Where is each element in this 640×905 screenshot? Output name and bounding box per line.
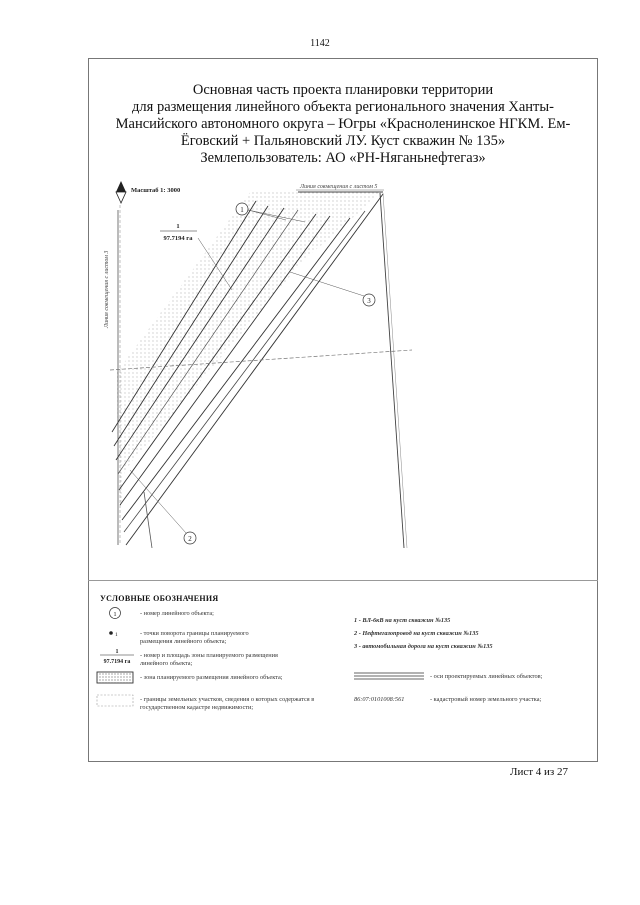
legend-cadastral-example: 86:07:0101008:561 (354, 696, 405, 703)
object-marker-3-label: 3 (367, 297, 371, 305)
legend-zone-swatch (97, 672, 133, 683)
right-boundary-line (383, 193, 407, 548)
title-line: Мансийского автономного округа – Югры «Красноленинское НГКМ. Ем- (115, 116, 571, 132)
legend-axis-symbol (354, 671, 424, 681)
sheet-footer: Лист 4 из 27 (510, 766, 569, 778)
title-line: Ёговский + Пальяновский ЛУ. Куст скважин № 135» (180, 133, 506, 149)
planning-map (96, 176, 416, 551)
leader-line (290, 272, 364, 296)
legend-sample-area: 97.7194 га (103, 659, 131, 665)
legend-object-3: 3 - автомобильная дорога на куст скважин №135 (354, 643, 493, 650)
legend-symbols (96, 592, 138, 722)
document-title (88, 82, 598, 167)
map-legend (96, 592, 596, 722)
page-number: 1142 (310, 38, 330, 49)
zone-label-area: 97.7194 га (163, 235, 193, 242)
legend-cadastral-swatch (97, 695, 133, 706)
right-boundary-line (380, 193, 404, 548)
legend-axis-label: - оси проектируемых линейных объектов; (430, 673, 543, 680)
legend-point-icon (109, 631, 113, 635)
corridor-line (116, 208, 284, 460)
map-scale-label: Масштаб 1: 3000 (131, 187, 181, 194)
legend-point-num: 1 (115, 632, 118, 638)
zone-label-num: 1 (176, 223, 180, 230)
legend-item-object-number: - номер линейного объекта; (140, 610, 214, 617)
legend-object-1: 1 - ВЛ-6кВ на куст скважин №135 (354, 617, 451, 624)
legend-item-zone: - зона планируемого размещения линейного объекта; (140, 674, 283, 681)
match-line-left-label: Линия совмещения с листом 3 (104, 250, 110, 328)
legend-item-turn-points: - точки поворота границы планируемого размещения линейного объекта; (140, 630, 249, 645)
title-line: для размещения линейного объекта регионального значения Ханты- (132, 99, 554, 115)
match-line-top-label: Линия совмещения с листом 5 (300, 184, 378, 190)
legend-marker-num: 1 (113, 611, 117, 618)
legend-sample-num: 1 (115, 649, 119, 655)
north-arrow-icon (116, 181, 126, 203)
legend-item-zone-label: - номер и площадь зоны планируемого размещения линейного объекта; (140, 652, 278, 667)
legend-cadastral-label: - кадастровый номер земельного участка; (430, 696, 542, 703)
title-line: Землепользователь: АО «РН-Няганьнефтегаз» (200, 150, 486, 166)
leader-line (130, 470, 186, 533)
legend-heading: УСЛОВНЫЕ ОБОЗНАЧЕНИЯ (100, 594, 219, 603)
object-marker-1-label: 1 (240, 206, 244, 214)
title-line: Основная часть проекта планировки территории (192, 82, 494, 98)
legend-item-cadastral-boundaries: - границы земельных участков, сведения о которых содержатся в государственном кадастре недвижимости; (140, 696, 315, 711)
object-marker-2-label: 2 (188, 535, 192, 543)
legend-object-2: 2 - Нефтегазопровод на куст скважин №135 (354, 630, 479, 637)
